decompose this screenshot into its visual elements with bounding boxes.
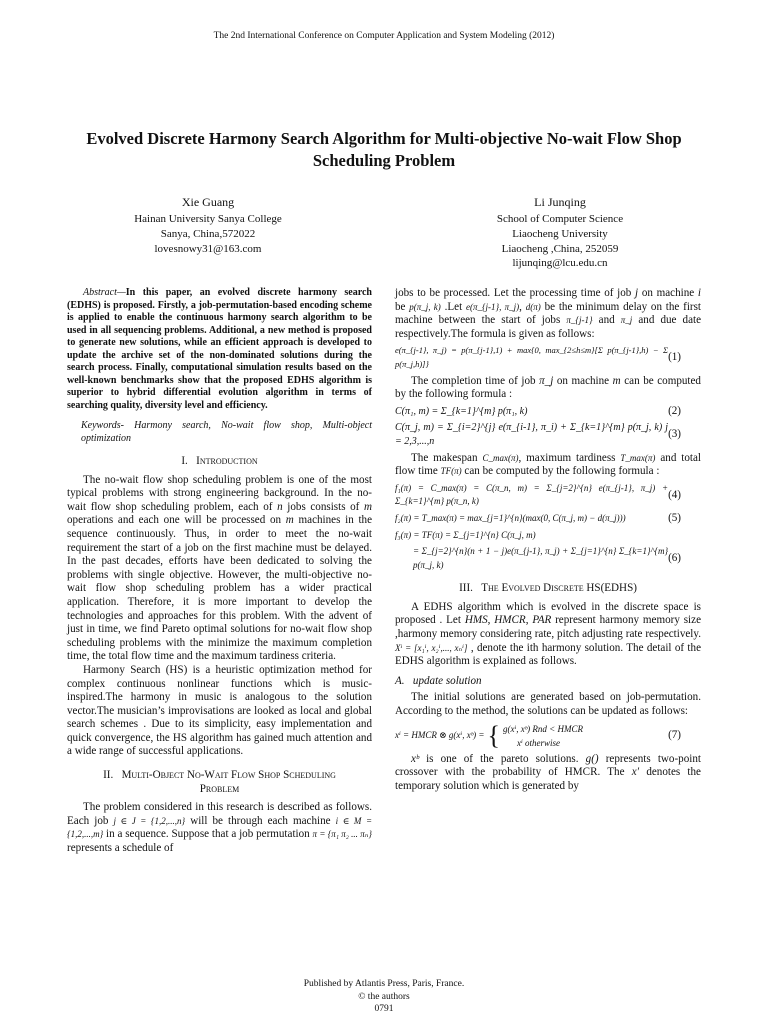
paragraph: The problem considered in this research is described as follows. Each job j ∈ J = {1,2,...,n} will be through each machine i ∈ M = {1,2,...,m} in a sequence. Suppose that a job permutation π = {π₁ π₂ ... πₙ} represents a schedule of (67, 801, 373, 855)
paragraph: The no-wait flow shop scheduling problem is one of the most typical problems with strong engineering background. In the no-wait flow shop scheduling problem, each of n jobs consists of m operations and each one will be processed on m machines in the sequence continuously. Thus, in order to meet the no-wait requirement the start of a job on the first machine must be delayed. In the past decades, efforts have been dedicated to solving the problems with single objective. However, the multi-objective no-wait flow shop scheduling problem has a wider practical application. Therefore, it is more important to develop the technologies and approaches for this problem. With the advent of just in time, we find Pareto optimal solutions for no-wait flow shop scheduling problems with the minimize the maximum completion time, the total flow time and the maximum tardiness criteria. (67, 473, 373, 663)
author-name: Xie Guang (181, 195, 235, 209)
subsection-number: A. (395, 674, 405, 687)
paragraph: The completion time of job π_j on machine m can be computed by the following formula : (395, 374, 701, 401)
author-affiliation: Hainan University Sanya College (134, 213, 282, 225)
subsection-heading (395, 675, 701, 689)
equation: C(π_j, m) = Σ_{i=2}^{j} e(π_{i-1}, π_i) + Σ_{k=1}^{m} p(π_j, k) j = 2,3,...,n (3) (395, 422, 681, 447)
equation: f₃(π) = TF(π) = Σ_{j=1}^{n} C(π_j, m) (395, 529, 536, 540)
section-number: III. (459, 582, 473, 595)
copyright-line: © the authors (358, 991, 410, 1002)
subsection-title: update solution (412, 674, 482, 687)
equation: e(π_{j-1}, π_j) = p(π_{j-1},1) + max{0, max_{2≤h≤m}[Σ p(π_{j-1},h) − Σ p(π_j,h)]} (1) (395, 345, 681, 369)
paragraph: Harmony Search (HS) is a heuristic optimization method for complex continuous nonlinear functions which is music-inspired.The harmony in music is analogous to the solution vector.The musician’s improvisations are looked as local and global search schemes . Due to its simplicity, easy implementation and quick convergence, the HS algorithm has gained much attention and a wide range of successful applications. (67, 663, 372, 758)
paragraph: The makespan C_max(π), maximum tardiness T_max(π) and total flow time TF(π) can be computed by the following formula : (395, 451, 701, 478)
author-affiliation-2: Liaocheng University (512, 227, 608, 240)
left-column (67, 287, 372, 856)
paragraph: A EDHS algorithm which is evolved in the discrete space is proposed . Let HMS, HMCR, PAR represent harmony memory size ,harmony memory considering rate, pitch adjusting rate respectively. Xⁱ = [x₁ⁱ, x₂ⁱ,..., xₙⁱ] , denote the ith harmony solution. The detail of the EDHS algorithm is explained as follows. (395, 600, 701, 668)
section-heading (67, 455, 372, 469)
abstract-text: In this paper, an evolved discrete harmony search (EDHS) is proposed. Firstly, a job-permutation-based encoding scheme is applied to enable the continuous harmony search algorithm to be used in all sequencing problems. Additional, a new method is proposed to generate new solutions, while an efficient approach is developed to update the archive set of the non-dominated solutions during the search process. Finally, computational simulation results based on the well-known benchmarks show that the proposed EDHS algorithm is superior to hybrid differential evolution algorithm in terms of searching quality, diversity level and efficiency. (67, 287, 372, 411)
abstract (67, 287, 372, 412)
right-column (395, 287, 701, 793)
section-number: I. (181, 455, 188, 467)
section-title: Multi-Object No-Wait Flow Shop Scheduling (121, 769, 336, 782)
conference-header: The 2nd International Conference on Computer Application and System Modeling (2012) (213, 31, 555, 41)
abstract-label: Abstract— (83, 287, 126, 298)
page-number: 0791 (374, 1004, 394, 1014)
equation: f₂(π) = T_max(π) = max_{j=1}^{n}(max(0, C(π_j, m) − d(π_j))) (5) (395, 511, 681, 524)
section-title: Introduction (196, 455, 258, 467)
section-heading (67, 769, 372, 796)
equation: f₁(π) = C_max(π) = C(π_n, m) = Σ_{j=2}^{n} e(π_{j-1}, π_j) + Σ_{k=1}^{m} p(π_n, k) (4) (395, 482, 681, 507)
author-block (410, 194, 710, 271)
equation: C(π₁, m) = Σ_{k=1}^{m} p(π₁, k) (2) (395, 404, 681, 417)
section-number: II. (103, 769, 114, 782)
footer (0, 978, 768, 1016)
equation: xⁱ = HMCR ⊗ g(xⁱ, xᵇ) = { g(xⁱ, xᵇ) Rnd < HMCR xⁱ otherwise (7) (395, 720, 681, 750)
section-heading (395, 582, 701, 596)
section-title-cont: Problem (199, 782, 240, 795)
section-title: The Evolved Discrete HS(EDHS) (481, 582, 637, 595)
author-email: lovesnowy31@163.com (154, 242, 262, 255)
author-block (58, 194, 358, 256)
publisher-line: Published by Atlantis Press, Paris, France. (303, 979, 465, 989)
paper-title: Evolved Discrete Harmony Search Algorithm for Multi-objective No-wait Flow Shop Scheduling Problem (86, 129, 682, 170)
author-name: Li Junqing (534, 195, 586, 209)
author-affiliation: School of Computer Science (496, 213, 624, 225)
keywords: Keywords- Harmony search, No-wait flow shop, Multi-object optimization (81, 420, 372, 444)
author-address: Sanya, China,572022 (160, 227, 256, 240)
author-address: Liaocheng ,China, 252059 (501, 242, 619, 255)
equation: = Σ_{j=2}^{n}(n + 1 − j)e(π_{j-1}, π_j) + Σ_{j=1}^{n} Σ_{k=1}^{m} p(π_j, k) (6) (413, 546, 681, 570)
paragraph: jobs to be processed. Let the processing time of job j on machine i be p(π_j, k) .Let e(π_{j-1}, π_j), d(π) be the minimum delay on the first machine between the start of jobs π_{j-1} and π_j and due date respectively.The formula is given as follows: (395, 287, 702, 340)
paragraph: xᵇ is one of the pareto solutions. g() represents two-point crossover with the probability of HMCR. The x′ denotes the temporary solution which is generated by (395, 752, 701, 792)
author-email: lijunqing@lcu.edu.cn (512, 257, 608, 270)
paragraph: The initial solutions are generated based on job-permutation. According to the method, the solutions can be updated as follows: (395, 691, 701, 718)
